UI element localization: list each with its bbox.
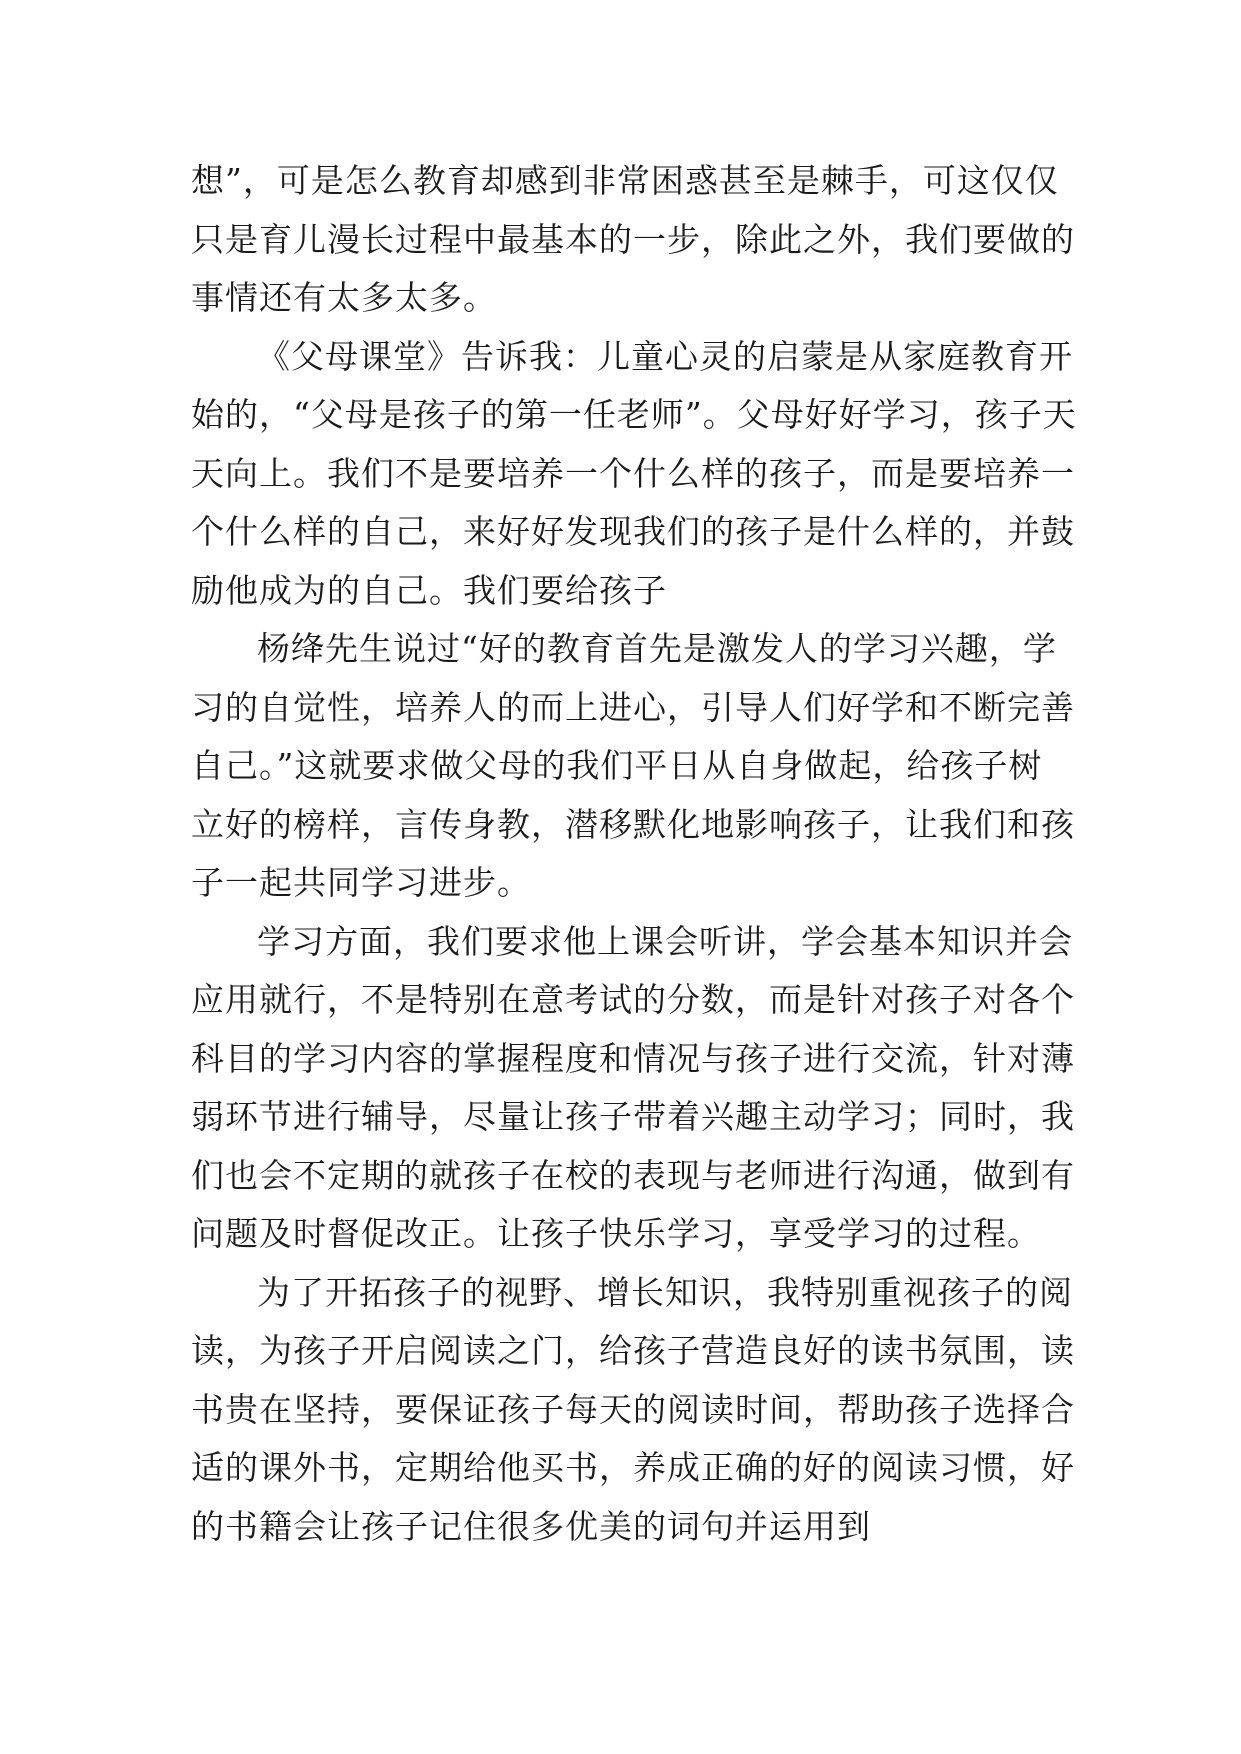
paragraph-4 [191,913,1075,1264]
text-line: 应用就行，不是特别在意考试的分数，而是针对孩子对各个 [191,980,1075,1019]
body-text [191,152,1077,1556]
text-line: 杨绛先生说过“好的教育首先是激发人的学习兴趣，学 [257,629,1057,668]
text-line: 励他成为的自己。我们要给孩子 [191,570,667,610]
text-line: 学习方面，我们要求他上课会听讲，学会基本知识并会 [257,921,1073,961]
text-line: 弱环节进行辅导，尽量让孩子带着兴趣主动学习；同时，我 [191,1097,1075,1136]
paragraph-5 [191,1264,1075,1557]
text-line: 读，为孩子开启阅读之门，给孩子营造良好的读书氛围，读 [191,1331,1075,1370]
text-line: 为了开拓孩子的视野、增长知识，我特别重视孩子的阅 [257,1272,1073,1312]
text-line: 适的课外书，定期给他买书，养成正确的好的阅读习惯，好 [191,1448,1075,1487]
text-line: 的书籍会让孩子记住很多优美的词句并运用到 [191,1506,871,1546]
text-line: 只是育儿漫长过程中最基本的一步，除此之外，我们要做的 [191,219,1075,259]
text-line: 习的自觉性，培养人的而上进心，引导人们好学和不断完善 [191,687,1075,727]
text-line: 个什么样的自己，来好好发现我们的孩子是什么样的，并鼓 [191,512,1075,551]
text-line: 们也会不定期的就孩子在校的表现与老师进行沟通，做到有 [191,1155,1075,1195]
text-line: 自己。”这就要求做父母的我们平日从自身做起，给孩子树 [191,746,1043,785]
text-line: 科目的学习内容的掌握程度和情况与孩子进行交流，针对薄 [191,1038,1075,1078]
text-line: 子一起共同学习进步。 [191,863,531,902]
text-line: 《父母课堂》告诉我：儿童心灵的启蒙是从家庭教育开 [257,336,1073,376]
text-line: 天向上。我们不是要培养一个什么样的孩子，而是要培养一 [191,453,1075,493]
text-line: 事情还有太多太多。 [191,278,497,317]
paragraph-2 [191,328,1077,621]
text-line: 书贵在坚持，要保证孩子每天的阅读时间，帮助孩子选择合 [191,1389,1075,1429]
paragraph-1 [191,152,1075,328]
text-line: 想”，可是怎么教育却感到非常困惑甚至是棘手，可这仅仅 [191,161,1059,200]
text-line: 问题及时督促改正。让孩子快乐学习，享受学习的过程。 [191,1214,1041,1253]
text-line: 始的，“父母是孩子的第一任老师”。父母好好学习，孩子天 [191,395,1077,434]
text-line: 立好的榜样，言传身教，潜移默化地影响孩子，让我们和孩 [191,804,1075,844]
paragraph-3 [191,620,1075,913]
